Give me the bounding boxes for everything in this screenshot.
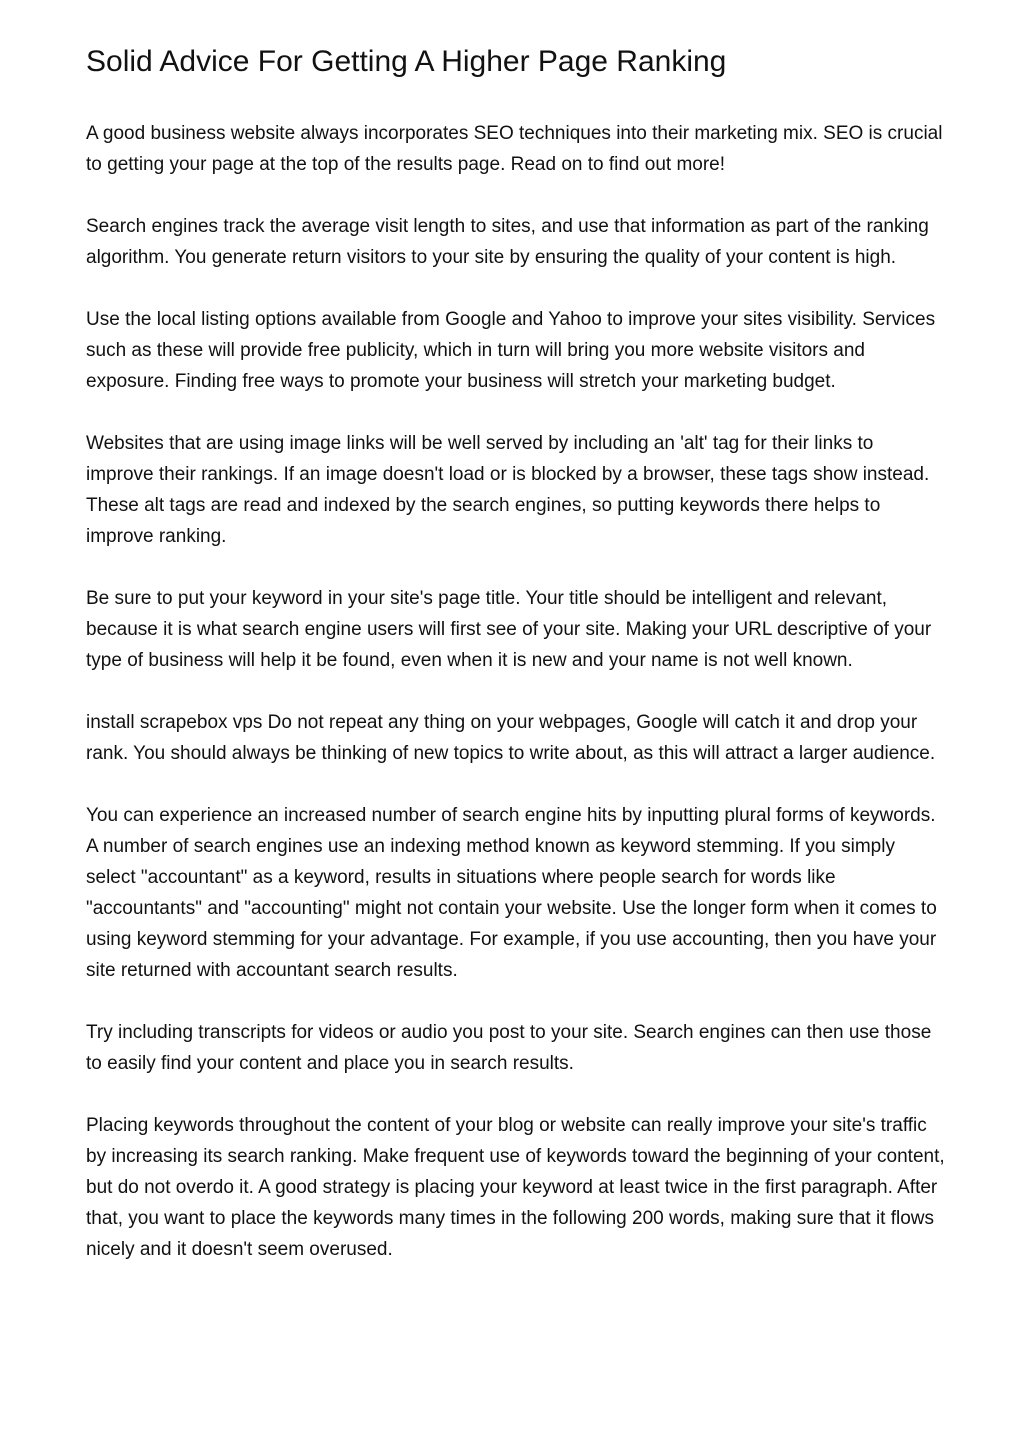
paragraph: Search engines track the average visit length to sites, and use that information as part of the ranking algorithm. You generate return visitors to your site by ensuring the quality of your content is high.	[86, 216, 929, 268]
paragraph: You can experience an increased number of search engine hits by inputting plural forms of keywords. A number of search engines use an indexing method known as keyword stemming. If you simply select "accountant" as a keyword, results in situations where people search for words like "accountants" and "accounting" might not contain your website. Use the longer form when it comes to using keyword stemming for your advantage. For example, if you use accounting, then you have your site returned with accountant search results.	[86, 805, 937, 981]
paragraph: Try including transcripts for videos or audio you post to your site. Search engines can then use those to easily find your content and place you in search results.	[86, 1022, 932, 1074]
document-title: Solid Advice For Getting A Higher Page Ranking	[86, 45, 727, 78]
paragraph: Websites that are using image links will be well served by including an 'alt' tag for their links to improve their rankings. If an image doesn't load or is blocked by a browser, these tags show instead. These alt tags are read and indexed by the search engines, so putting keywords there helps to improve ranking.	[86, 433, 930, 547]
paragraph: Placing keywords throughout the content of your blog or website can really improve your site's traffic by increasing its search ranking. Make frequent use of keywords toward the beginning of your content, but do not overdo it. A good strategy is placing your keyword at least twice in the first paragraph. After that, you want to place the keywords many times in the following 200 words, making sure that it flows nicely and it doesn't seem overused.	[86, 1115, 945, 1260]
paragraph: install scrapebox vps Do not repeat any thing on your webpages, Google will catch it and drop your rank. You should always be thinking of new topics to write about, as this will attract a larger audience.	[86, 712, 936, 764]
paragraph: Use the local listing options available from Google and Yahoo to improve your sites visibility. Services such as these will provide free publicity, which in turn will bring you more website visitors and exposure. Finding free ways to promote your business will stretch your marketing budget.	[86, 309, 936, 392]
paragraph: A good business website always incorporates SEO techniques into their marketing mix. SEO is crucial to getting your page at the top of the results page. Read on to find out more!	[86, 123, 943, 175]
document-page	[86, 42, 946, 1296]
paragraph: Be sure to put your keyword in your site's page title. Your title should be intelligent and relevant, because it is what search engine users will first see of your site. Making your URL descriptive of your type of business will help it be found, even when it is new and your name is not well known.	[86, 588, 932, 671]
